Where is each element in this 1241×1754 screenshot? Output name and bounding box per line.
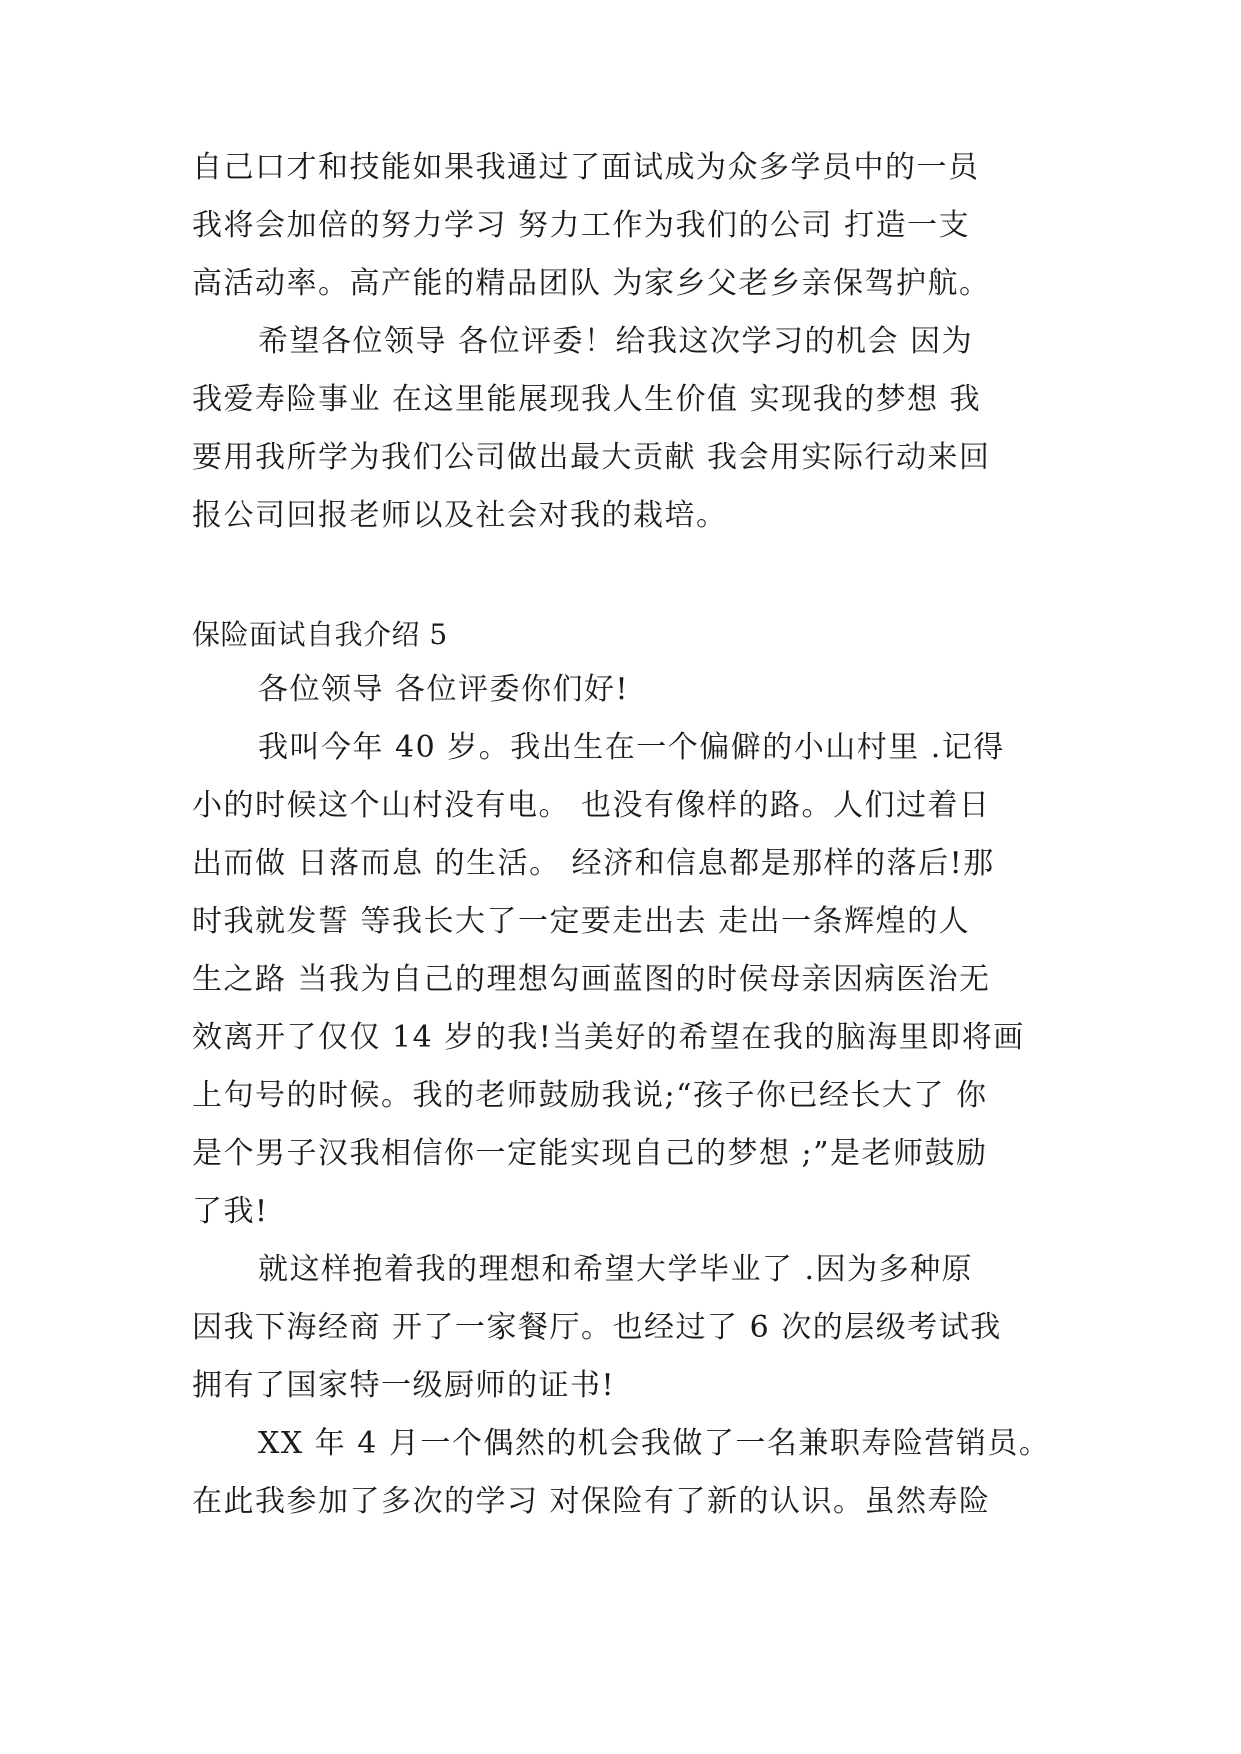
text-line-13: 时我就发誓 等我长大了一定要走出去 走出一条辉煌的人 — [192, 904, 971, 939]
text-line-23: 在此我参加了多次的学习 对保险有了新的认识。虽然寿险 — [192, 1484, 991, 1519]
text-line-1: 自己口才和技能如果我通过了面试成为众多学员中的一员 — [192, 150, 980, 185]
greeting-line: 各位领导 各位评委你们好! — [258, 672, 630, 707]
section-heading: 保险面试自我介绍 5 — [192, 618, 448, 651]
paragraph-start-line: 希望各位领导 各位评委！给我这次学习的机会 因为 — [258, 324, 974, 359]
text-line-7: 报公司回报老师以及社会对我的栽培。 — [192, 498, 728, 533]
paragraph-start-line: 我叫今年 40 岁。我出生在一个偏僻的小山村里 .记得 — [258, 730, 1005, 765]
text-line-15: 效离开了仅仅 14 岁的我!当美好的希望在我的脑海里即将画 — [192, 1020, 1025, 1055]
paragraph-start-line: XX 年 4 月一个偶然的机会我做了一名兼职寿险营销员。 — [258, 1426, 1051, 1461]
text-line-16: 上句号的时候。我的老师鼓励我说;“孩子你已经长大了 你 — [192, 1078, 988, 1113]
text-line-5: 我爱寿险事业 在这里能展现我人生价值 实现我的梦想 我 — [192, 382, 982, 417]
text-line-6: 要用我所学为我们公司做出最大贡献 我会用实际行动来回 — [192, 440, 991, 475]
text-line-14: 生之路 当我为自己的理想勾画蓝图的时侯母亲因病医治无 — [192, 962, 991, 997]
paragraph-start-line: 就这样抱着我的理想和希望大学毕业了 .因为多种原 — [258, 1252, 974, 1287]
text-line-21: 拥有了国家特一级厨师的证书! — [192, 1368, 616, 1403]
text-line-12: 出而做 日落而息 的生活。 经济和信息都是那样的落后!那 — [192, 846, 995, 881]
text-line-20: 因我下海经商 开了一家餐厅。也经过了 6 次的层级考试我 — [192, 1310, 1002, 1345]
text-line-17: 是个男子汉我相信你一定能实现自己的梦想 ;”是老师鼓励 — [192, 1136, 988, 1171]
text-line-2: 我将会加倍的努力学习 努力工作为我们的公司 打造一支 — [192, 208, 971, 243]
text-line-18: 了我! — [192, 1194, 269, 1229]
text-line-3: 高活动率。高产能的精品团队 为家乡父老乡亲保驾护航。 — [192, 266, 991, 301]
text-line-11: 小的时候这个山村没有电。 也没有像样的路。人们过着日 — [192, 788, 991, 823]
